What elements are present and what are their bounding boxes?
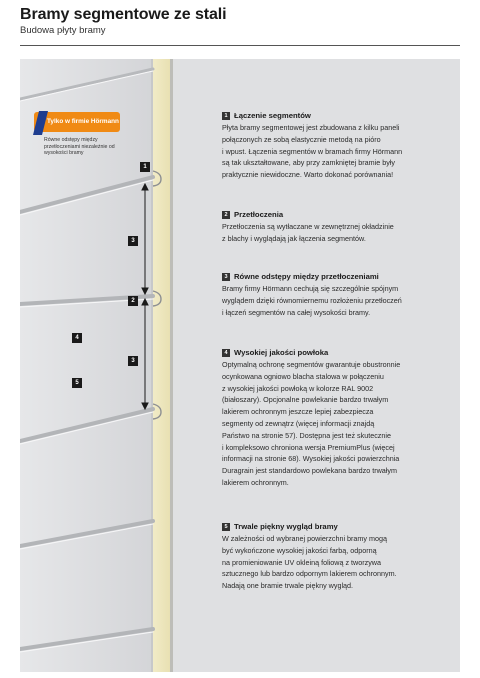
section-number: 4: [222, 349, 230, 357]
section-number: 5: [222, 523, 230, 531]
header-divider: [20, 45, 460, 46]
section-embossing: [222, 210, 442, 245]
section-durable-look: [222, 522, 442, 592]
marker-4: 4: [72, 333, 82, 343]
section-body: Płyta bramy segmentowej jest zbudowana z kilku paneli połączonych ze sobą elastycznie metodą na pióro i wpust. Łączenia segmentów w bramach firmy Hörmann są tak ukształtowane, aby przy zamkniętej bramie były praktycznie niewidoczne. Warto dokonać porównania!: [222, 123, 403, 180]
section-title: Wysokiej jakości powłoka: [234, 348, 329, 357]
section-body: Bramy firmy Hörmann cechują się szczególnie spójnym wyglądem dzięki równomiernemu rozłożeniu przetłoczeń i łączeń segmentów na całej wysokości bramy.: [222, 284, 402, 317]
section-title: Łączenie segmentów: [234, 111, 311, 120]
section-title: Trwale piękny wygląd bramy: [234, 522, 338, 531]
badge-note: Równe odstępy między przetłoczeniami niezależnie od wysokości bramy: [44, 137, 115, 156]
section-title: Równe odstępy między przetłoczeniami: [234, 272, 379, 281]
section-body: W zależności od wybranej powierzchni bramy mogą być wykończone wysokiej jakości farbą, odporną na promieniowanie UV okleiną foliową z tworzywa sztucznego lub bardzo odpornym lakierem ochronnym. Nadają one bramie trwale piękny wygląd.: [222, 534, 397, 591]
section-number: 1: [222, 112, 230, 120]
marker-2: 2: [128, 296, 138, 306]
section-body: Przetłoczenia są wytłaczane w zewnętrznej okładzinie z blachy i wyglądają jak łączenia segmentów.: [222, 222, 394, 243]
marker-3-lower: 3: [128, 356, 138, 366]
section-number: 2: [222, 211, 230, 219]
content-panel: [20, 59, 460, 672]
section-even-spacing: [222, 272, 442, 318]
marker-1: 1: [140, 162, 150, 172]
page-title: Bramy segmentowe ze stali: [20, 6, 227, 23]
section-segment-joints: [222, 111, 442, 181]
section-title: Przetłoczenia: [234, 210, 284, 219]
page-subtitle: Budowa płyty bramy: [20, 25, 106, 36]
marker-5: 5: [72, 378, 82, 388]
section-body: Optymalną ochronę segmentów gwarantuje obustronnie ocynkowana ogniowo blacha stalowa w połączeniu z wysokiej jakości powłoką w kolorze RAL 9002 (białoszary). Opcjonalne powlekanie bardzo trwałym lakierem ochronnym jeszcze lepiej zabezpiecza segmenty od zewnątrz (więcej informacji znajdą Państwo na stronie 57). Dostępna jest też skutecznie i kompleksowo chroniona wersja PremiumPlus (więcej informacji na stronie 68). Wysokiej jakości powierzchnia Duragrain jest standardowo powlekana bardzo trwałym lakierem ochronnym.: [222, 360, 401, 487]
badge-label: Tylko w firmie Hörmann: [47, 118, 119, 125]
section-number: 3: [222, 273, 230, 281]
section-coating: [222, 348, 442, 489]
foam-core: [152, 59, 172, 672]
marker-3-upper: 3: [128, 236, 138, 246]
